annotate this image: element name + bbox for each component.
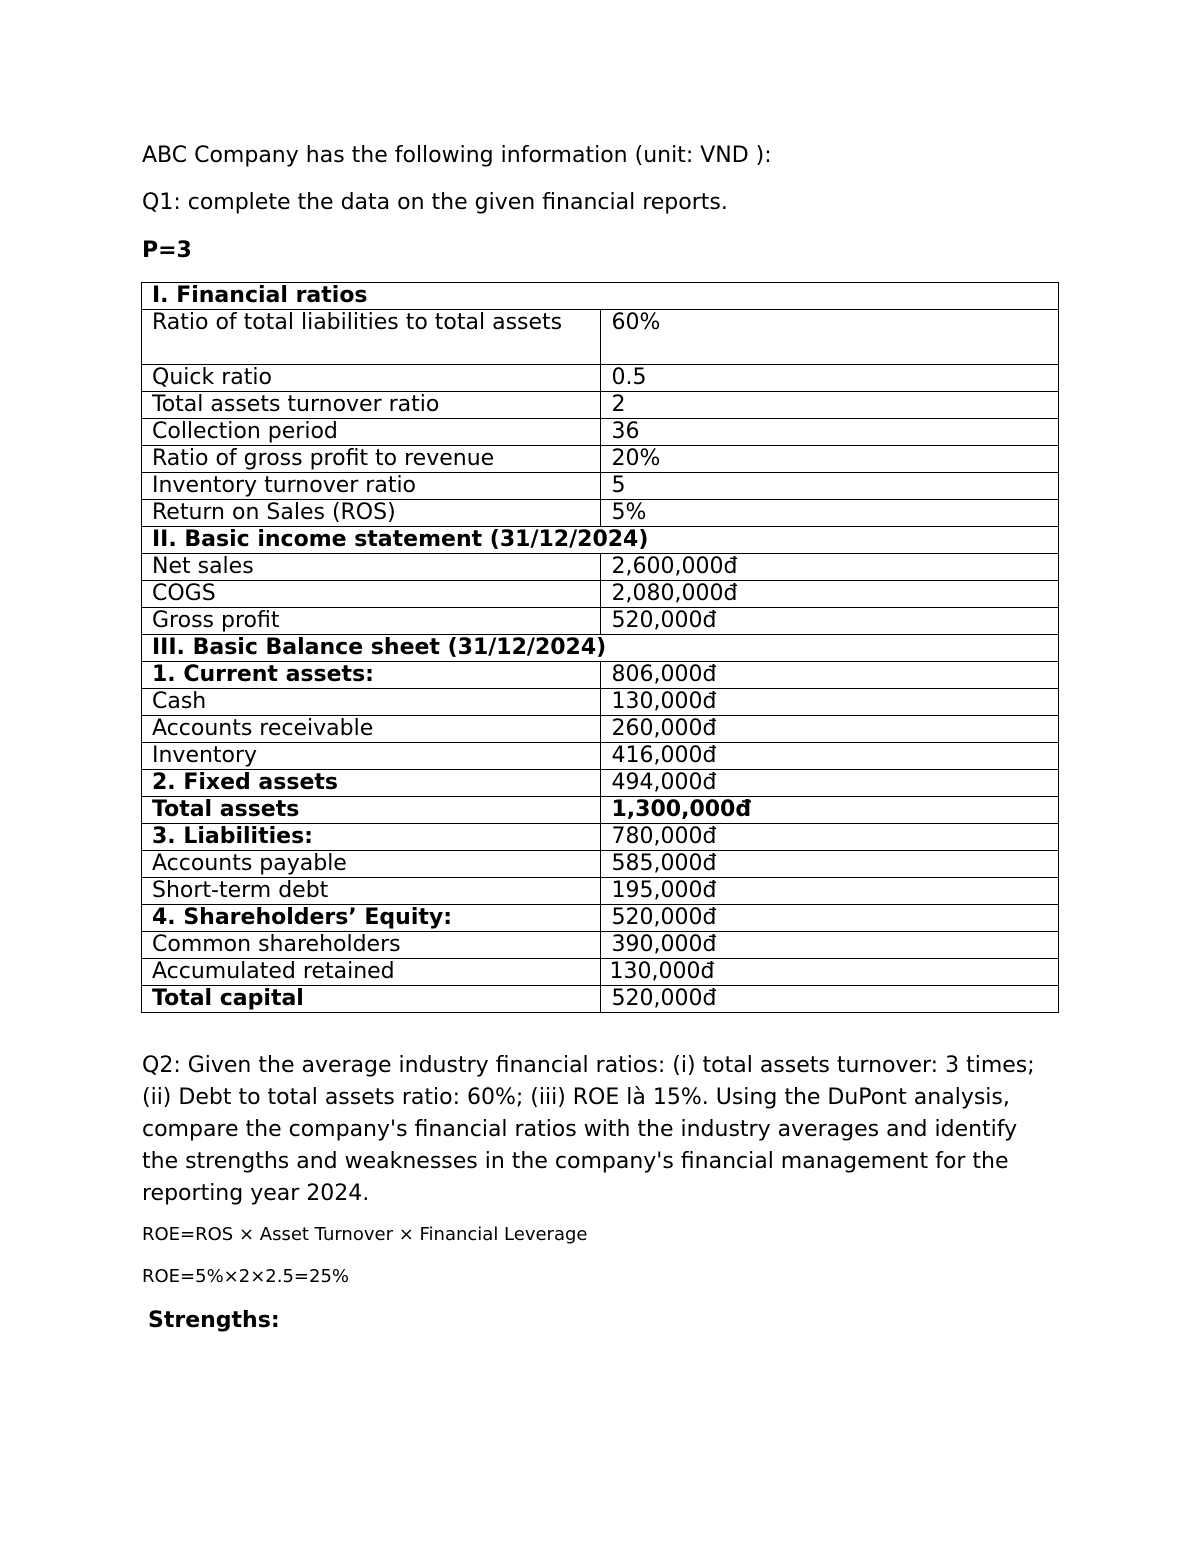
row-value: 2,080,000đ xyxy=(600,581,1059,608)
dupont-formula: ROE=ROS × Asset Turnover × Financial Leverage xyxy=(142,1224,588,1245)
row-label: Total assets xyxy=(142,797,601,824)
row-value: 520,000đ xyxy=(600,905,1059,932)
table-row xyxy=(142,608,1059,635)
question-1: Q1: complete the data on the given financial reports. xyxy=(142,190,728,215)
row-label: 1. Current assets: xyxy=(142,662,601,689)
table-row xyxy=(142,743,1059,770)
question-2: Q2: Given the average industry financial ratios: (i) total assets turnover: 3 times; (ii) Debt to total assets ratio: 60%; (iii) ROE là 15%. Using the DuPont analysis, compare the company's financial ratios with the industry averages and identify the strengths and weaknesses in the company's financial management for the reporting year 2024. xyxy=(142,1053,1035,1206)
row-label: 2. Fixed assets xyxy=(142,770,601,797)
row-label: Accounts payable xyxy=(142,851,601,878)
row-label: Gross profit xyxy=(142,608,601,635)
row-value: 806,000đ xyxy=(600,662,1059,689)
row-label: Accounts receivable xyxy=(142,716,601,743)
row-value: 494,000đ xyxy=(600,770,1059,797)
row-value: 520,000đ xyxy=(600,986,1059,1013)
row-label: COGS xyxy=(142,581,601,608)
row-label: Ratio of total liabilities to total assets xyxy=(142,310,601,365)
row-label: Inventory turnover ratio xyxy=(142,473,601,500)
row-value: 2,600,000đ xyxy=(600,554,1059,581)
row-label: 3. Liabilities: xyxy=(142,824,601,851)
row-label: 4. Shareholders’ Equity: xyxy=(142,905,601,932)
row-label: Return on Sales (ROS) xyxy=(142,500,601,527)
row-value: 390,000đ xyxy=(600,932,1059,959)
row-value: 130,000đ xyxy=(600,959,1059,986)
row-value: 520,000đ xyxy=(600,608,1059,635)
p-label: P=3 xyxy=(142,238,192,263)
row-value: 780,000đ xyxy=(600,824,1059,851)
row-value: 1,300,000đ xyxy=(600,797,1059,824)
row-value: 585,000đ xyxy=(600,851,1059,878)
table-row xyxy=(142,797,1059,824)
section-header-income: II. Basic income statement (31/12/2024) xyxy=(142,527,1059,554)
table-row xyxy=(142,878,1059,905)
row-value: 20% xyxy=(600,446,1059,473)
row-label: Quick ratio xyxy=(142,365,601,392)
table-row xyxy=(142,986,1059,1013)
row-value: 60% xyxy=(600,310,1059,365)
row-label: Cash xyxy=(142,689,601,716)
table-row xyxy=(142,310,1059,365)
row-label: Inventory xyxy=(142,743,601,770)
row-value: 2 xyxy=(600,392,1059,419)
dupont-calculation: ROE=5%×2×2.5=25% xyxy=(142,1266,350,1287)
table-row xyxy=(142,554,1059,581)
section-header-balance: III. Basic Balance sheet (31/12/2024) xyxy=(142,635,1059,662)
table-row xyxy=(142,392,1059,419)
table-row xyxy=(142,824,1059,851)
table-row xyxy=(142,581,1059,608)
financial-table xyxy=(141,282,1059,1013)
table-row xyxy=(142,770,1059,797)
row-label: Ratio of gross profit to revenue xyxy=(142,446,601,473)
table-row xyxy=(142,419,1059,446)
section-header-ratios: I. Financial ratios xyxy=(142,283,1059,310)
row-label: Short-term debt xyxy=(142,878,601,905)
row-value: 260,000đ xyxy=(600,716,1059,743)
section-row xyxy=(142,283,1059,310)
table-row xyxy=(142,662,1059,689)
row-value: 195,000đ xyxy=(600,878,1059,905)
row-value: 130,000đ xyxy=(600,689,1059,716)
row-value: 5 xyxy=(600,473,1059,500)
row-value: 416,000đ xyxy=(600,743,1059,770)
row-value: 5% xyxy=(600,500,1059,527)
table-row xyxy=(142,716,1059,743)
intro-text: ABC Company has the following information (unit: VND ): xyxy=(142,143,772,168)
table-row xyxy=(142,473,1059,500)
row-value: 36 xyxy=(600,419,1059,446)
table-row xyxy=(142,959,1059,986)
table-row xyxy=(142,689,1059,716)
strengths-heading: Strengths: xyxy=(148,1308,280,1333)
table-row xyxy=(142,500,1059,527)
table-row xyxy=(142,446,1059,473)
section-row xyxy=(142,635,1059,662)
table-row xyxy=(142,905,1059,932)
table-row xyxy=(142,365,1059,392)
row-label: Common shareholders xyxy=(142,932,601,959)
row-label: Net sales xyxy=(142,554,601,581)
table-row xyxy=(142,851,1059,878)
row-label: Accumulated retained xyxy=(142,959,601,986)
table-row xyxy=(142,932,1059,959)
section-row xyxy=(142,527,1059,554)
row-label: Collection period xyxy=(142,419,601,446)
row-label: Total assets turnover ratio xyxy=(142,392,601,419)
row-label: Total capital xyxy=(142,986,601,1013)
row-value: 0.5 xyxy=(600,365,1059,392)
